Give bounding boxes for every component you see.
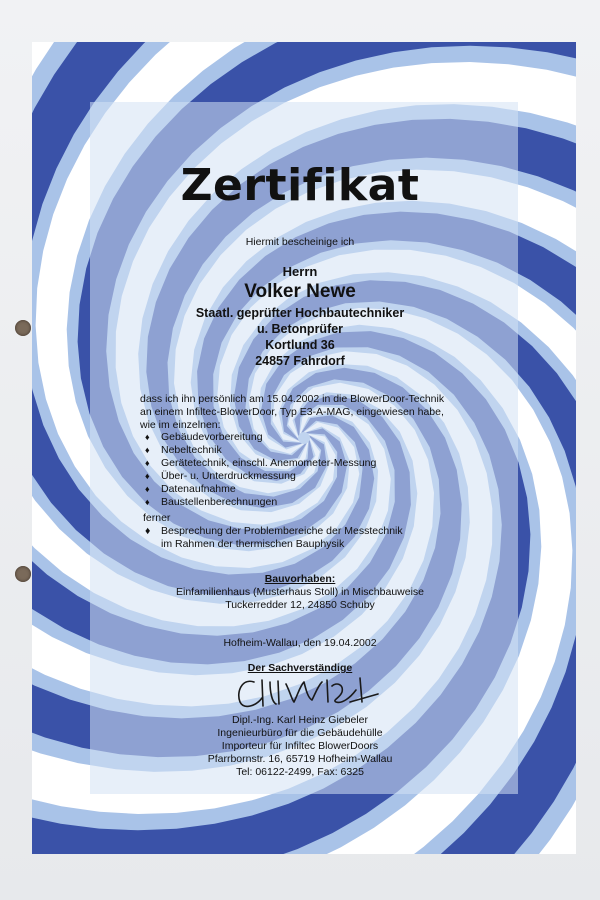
statement-line3: wie im einzelnen: [140, 419, 221, 431]
list-item: ♦ Über- u. Unterdruckmessung [145, 470, 376, 483]
place-date: Hofheim-Wallau, den 19.04.2002 [223, 637, 377, 649]
list-item: ♦ Baustellenberechnungen [145, 496, 376, 509]
handwritten-signature [232, 672, 382, 712]
extra-topic-line1: Besprechung der Problembereiche der Messtechnik [161, 525, 403, 537]
recipient-name: Volker Newe [244, 281, 356, 302]
expert-office: Ingenieurbüro für die Gebäudehülle [217, 727, 383, 739]
project-heading: Bauvorhaben: [264, 573, 336, 585]
certificate-title: Zertifikat [180, 160, 420, 211]
statement-line2: an einem Infiltec-BlowerDoor, Typ E3-A-MAG, eingewiesen habe, [140, 406, 444, 418]
expert-heading: Der Sachverständige [247, 662, 353, 674]
list-item: ♦ Gebäudevorbereitung [145, 431, 376, 444]
project-description: Einfamilienhaus (Musterhaus Stoll) in Mischbauweise [175, 586, 425, 598]
list-item: ♦ Datenaufnahme [145, 483, 376, 496]
salutation: Herrn [282, 264, 318, 279]
expert-importer: Importeur für Infiltec BlowerDoors [221, 740, 379, 752]
extra-topic-line2: im Rahmen der thermischen Bauphysik [161, 538, 345, 550]
ferner-label: ferner [143, 512, 171, 524]
statement-line1: dass ich ihn persönlich am 15.04.2002 in die BlowerDoor-Technik [140, 393, 445, 405]
qualification-line2: u. Betonprüfer [256, 322, 344, 336]
list-item: ♦ Gerätetechnik, einschl. Anemometer-Messung [145, 457, 376, 470]
topics-list [145, 431, 376, 509]
intro-text: Hiermit bescheinige ich [245, 236, 355, 248]
project-address: Tuckerredder 12, 24850 Schuby [225, 599, 375, 611]
extra-topic-bullet: ♦ [145, 525, 151, 537]
list-item: ♦ Nebeltechnik [145, 444, 376, 457]
recipient-street: Kortlund 36 [265, 338, 335, 352]
expert-contact: Tel: 06122-2499, Fax: 6325 [236, 766, 364, 778]
expert-name: Dipl.-Ing. Karl Heinz Giebeler [232, 714, 368, 726]
expert-address: Pfarrbornstr. 16, 65719 Hofheim-Wallau [207, 753, 393, 765]
recipient-city: 24857 Fahrdorf [255, 354, 345, 368]
qualification-line1: Staatl. geprüfter Hochbautechniker [195, 306, 405, 320]
